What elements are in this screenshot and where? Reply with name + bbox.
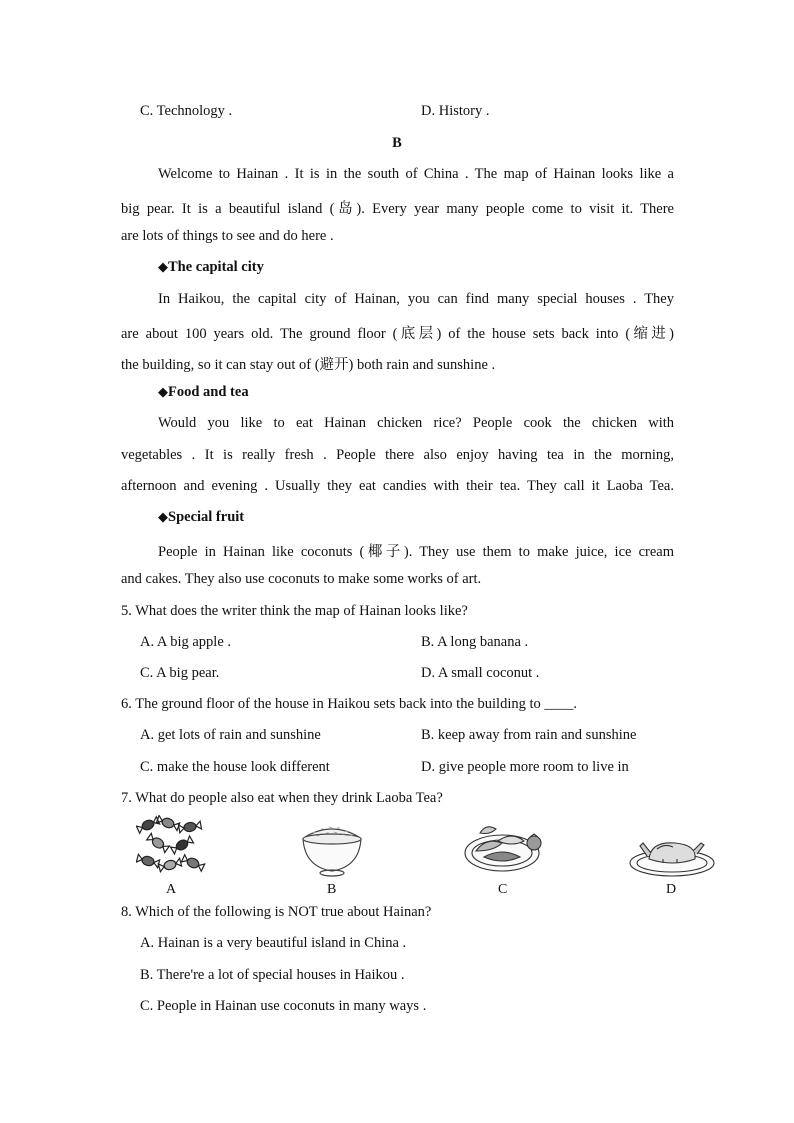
fruit-heading-text: Special fruit <box>168 509 245 525</box>
food-heading-text: Food and tea <box>168 384 249 400</box>
intro-line-2: big pear. It is a beautiful island (岛). Every year many people come to visit it. There <box>121 201 674 217</box>
q6-option-d[interactable]: D. give people more room to live in <box>421 759 629 775</box>
question-6-stem: 6. The ground floor of the house in Haikou sets back into the building to ____. <box>121 696 578 712</box>
section-label: B <box>392 135 402 151</box>
capital-heading <box>158 259 264 276</box>
fruit-line-2: and cakes. They also use coconuts to make some works of art. <box>121 571 482 587</box>
picture-label-b: B <box>327 882 337 897</box>
q5-option-c[interactable]: C. A big pear. <box>140 665 220 681</box>
intro-line-3: are lots of things to see and do here . <box>121 228 334 244</box>
q5-option-a[interactable]: A. A big apple . <box>140 634 232 650</box>
q8-option-b[interactable]: B. There're a lot of special houses in Haikou . <box>140 967 405 983</box>
picture-label-a: A <box>166 882 177 897</box>
diamond-bullet-icon: ◆ <box>158 385 168 400</box>
picture-label-d: D <box>666 882 677 897</box>
food-line-2: vegetables . It is really fresh . People there also enjoy having tea in the morning, <box>121 447 674 463</box>
q5-option-d[interactable]: D. A small coconut . <box>421 665 540 681</box>
q6-option-c[interactable]: C. make the house look different <box>140 759 330 775</box>
capital-heading-text: The capital city <box>168 259 264 275</box>
vegetable-plate-icon[interactable] <box>462 817 548 877</box>
capital-line-2: are about 100 years old. The ground floor (底层) of the house sets back into (缩进) <box>121 326 674 342</box>
q6-option-a[interactable]: A. get lots of rain and sunshine <box>140 727 321 743</box>
roast-chicken-icon[interactable] <box>627 831 717 879</box>
prev-option-d[interactable]: D. History . <box>421 103 490 119</box>
q5-option-b[interactable]: B. A long banana . <box>421 634 529 650</box>
fruit-heading <box>158 509 244 526</box>
capital-line-1: In Haikou, the capital city of Hainan, you can find many special houses . They <box>158 291 674 307</box>
diamond-bullet-icon: ◆ <box>158 260 168 275</box>
food-heading <box>158 384 249 401</box>
q6-option-b[interactable]: B. keep away from rain and sunshine <box>421 727 637 743</box>
prev-option-c[interactable]: C. Technology . <box>140 103 233 119</box>
question-7-stem: 7. What do people also eat when they drink Laoba Tea? <box>121 790 443 806</box>
q8-option-a[interactable]: A. Hainan is a very beautiful island in China . <box>140 935 407 951</box>
question-5-stem: 5. What does the writer think the map of Hainan looks like? <box>121 603 468 619</box>
picture-label-c: C <box>498 882 508 897</box>
rice-bowl-icon[interactable] <box>299 819 365 877</box>
food-line-3: afternoon and evening . Usually they eat candies with their tea. They call it Laoba Tea. <box>121 478 674 494</box>
question-8-stem: 8. Which of the following is NOT true about Hainan? <box>121 904 432 920</box>
q8-option-c[interactable]: C. People in Hainan use coconuts in many ways . <box>140 998 427 1014</box>
diamond-bullet-icon: ◆ <box>158 510 168 525</box>
intro-line-1: Welcome to Hainan . It is in the south of China . The map of Hainan looks like a <box>158 166 674 182</box>
candies-icon[interactable] <box>136 815 206 877</box>
capital-line-3: the building, so it can stay out of (避开) both rain and sunshine . <box>121 357 496 373</box>
fruit-line-1: People in Hainan like coconuts (椰子). They use them to make juice, ice cream <box>158 544 674 560</box>
food-line-1: Would you like to eat Hainan chicken rice? People cook the chicken with <box>158 415 674 431</box>
